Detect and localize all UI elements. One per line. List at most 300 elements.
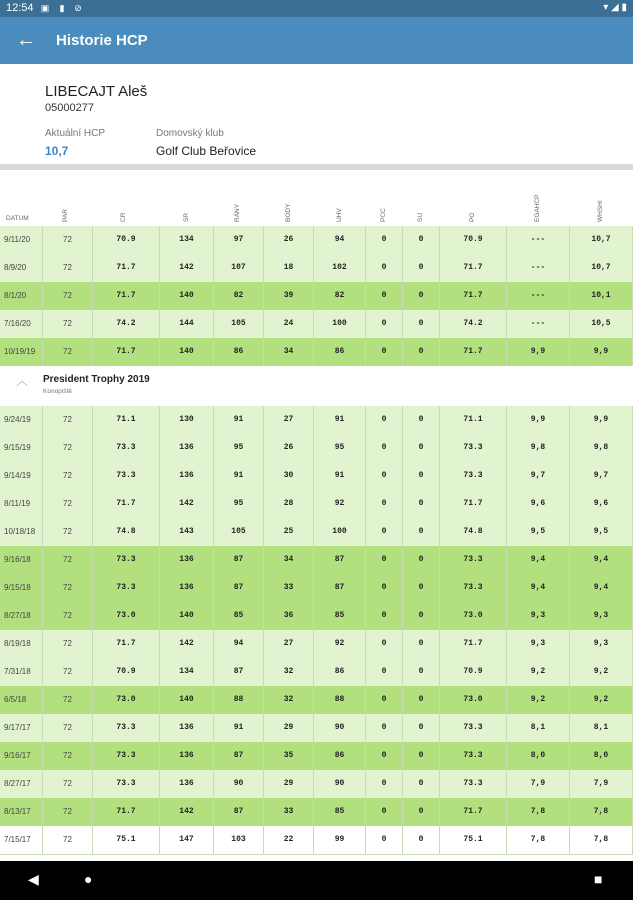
cell-body: 24 xyxy=(264,310,314,338)
cell-par: 72 xyxy=(43,490,93,518)
cell-po: 71.7 xyxy=(440,798,507,826)
table-row[interactable] xyxy=(0,714,633,743)
cell-pcc: 0 xyxy=(366,770,403,798)
cell-egahcp: 7,8 xyxy=(507,798,570,826)
cell-rany: 82 xyxy=(214,282,264,310)
table-row[interactable] xyxy=(0,826,633,855)
wifi-icon: ▾ xyxy=(603,2,609,13)
cell-su: 0 xyxy=(403,798,440,826)
cell-cr: 70.9 xyxy=(93,226,160,254)
cell-su: 0 xyxy=(403,490,440,518)
cell-whshi: 9,9 xyxy=(570,406,633,434)
cell-date: 9/14/19 xyxy=(0,462,43,490)
cell-po: 71.7 xyxy=(440,282,507,310)
cell-po: 73.0 xyxy=(440,686,507,714)
page-title: Historie HCP xyxy=(56,32,148,49)
cell-uhv: 85 xyxy=(314,602,366,630)
cell-egahcp: 9,3 xyxy=(507,630,570,658)
cell-pcc: 0 xyxy=(366,546,403,574)
cell-rany: 88 xyxy=(214,686,264,714)
cell-body: 28 xyxy=(264,490,314,518)
cell-su: 0 xyxy=(403,546,440,574)
cell-sr: 136 xyxy=(160,714,214,742)
cell-body: 32 xyxy=(264,658,314,686)
cell-body: 33 xyxy=(264,574,314,602)
cell-su: 0 xyxy=(403,338,440,366)
cell-pcc: 0 xyxy=(366,742,403,770)
current-hcp-value: 10,7 xyxy=(45,144,69,158)
cell-po: 73.3 xyxy=(440,574,507,602)
cell-pcc: 0 xyxy=(366,462,403,490)
cell-date: 10/18/18 xyxy=(0,518,43,546)
cell-po: 71.7 xyxy=(440,630,507,658)
cell-cr: 74.8 xyxy=(93,518,160,546)
arrow-left-icon[interactable]: ← xyxy=(16,29,36,51)
cell-whshi: 9,6 xyxy=(570,490,633,518)
cell-body: 25 xyxy=(264,518,314,546)
cell-pcc: 0 xyxy=(366,254,403,282)
cell-body: 36 xyxy=(264,602,314,630)
cell-pcc: 0 xyxy=(366,490,403,518)
cell-pcc: 0 xyxy=(366,282,403,310)
status-bar xyxy=(0,0,633,17)
cell-cr: 73.3 xyxy=(93,434,160,462)
cell-date: 7/15/17 xyxy=(0,826,43,854)
column-header-body: BODY xyxy=(285,203,292,222)
cell-cr: 73.3 xyxy=(93,770,160,798)
column-header-cr: CR xyxy=(120,212,127,222)
cell-date: 9/16/18 xyxy=(0,546,43,574)
cell-whshi: 10,5 xyxy=(570,310,633,338)
status-time: 12:54 xyxy=(6,2,34,14)
cell-sr: 142 xyxy=(160,490,214,518)
cell-cr: 71.7 xyxy=(93,630,160,658)
cell-cr: 73.0 xyxy=(93,686,160,714)
cell-body: 34 xyxy=(264,338,314,366)
cell-su: 0 xyxy=(403,518,440,546)
cell-sr: 136 xyxy=(160,434,214,462)
cell-whshi: 8,1 xyxy=(570,714,633,742)
cell-whshi: 7,8 xyxy=(570,826,633,854)
cell-pcc: 0 xyxy=(366,518,403,546)
cell-body: 26 xyxy=(264,226,314,254)
cell-uhv: 92 xyxy=(314,490,366,518)
table-header xyxy=(0,176,633,226)
cell-su: 0 xyxy=(403,574,440,602)
cell-sr: 140 xyxy=(160,686,214,714)
cell-egahcp: 8,0 xyxy=(507,742,570,770)
cell-cr: 71.7 xyxy=(93,490,160,518)
cell-su: 0 xyxy=(403,658,440,686)
cell-par: 72 xyxy=(43,770,93,798)
cell-rany: 91 xyxy=(214,406,264,434)
cell-uhv: 102 xyxy=(314,254,366,282)
cell-uhv: 87 xyxy=(314,574,366,602)
cell-whshi: 9,3 xyxy=(570,630,633,658)
table-row[interactable] xyxy=(0,338,633,367)
cell-body: 29 xyxy=(264,714,314,742)
cell-su: 0 xyxy=(403,770,440,798)
column-header-sr: SR xyxy=(183,212,190,222)
cell-po: 75.1 xyxy=(440,826,507,854)
cell-egahcp: --- xyxy=(507,226,570,254)
cell-whshi: 7,8 xyxy=(570,798,633,826)
cell-po: 71.7 xyxy=(440,254,507,282)
group-subtitle: Konopiště xyxy=(43,388,72,395)
cell-par: 72 xyxy=(43,282,93,310)
cell-rany: 91 xyxy=(214,714,264,742)
cell-body: 34 xyxy=(264,546,314,574)
cell-po: 70.9 xyxy=(440,658,507,686)
cell-date: 8/27/18 xyxy=(0,602,43,630)
cell-egahcp: 9,9 xyxy=(507,338,570,366)
cell-rany: 87 xyxy=(214,574,264,602)
system-nav-bar xyxy=(0,861,633,900)
cell-cr: 73.3 xyxy=(93,714,160,742)
cell-uhv: 86 xyxy=(314,742,366,770)
cell-egahcp: 9,6 xyxy=(507,490,570,518)
cell-egahcp: --- xyxy=(507,254,570,282)
cell-date: 8/19/18 xyxy=(0,630,43,658)
recents-square-icon[interactable]: ■ xyxy=(594,871,603,887)
cell-cr: 71.7 xyxy=(93,254,160,282)
cell-su: 0 xyxy=(403,714,440,742)
cell-cr: 73.0 xyxy=(93,602,160,630)
cell-sr: 140 xyxy=(160,602,214,630)
home-club-label: Domovský klub xyxy=(156,128,224,139)
cell-uhv: 91 xyxy=(314,462,366,490)
cell-uhv: 82 xyxy=(314,282,366,310)
table-row[interactable] xyxy=(0,546,633,575)
home-club-value: Golf Club Beřovice xyxy=(156,144,257,158)
table-row[interactable] xyxy=(0,658,633,687)
cell-par: 72 xyxy=(43,574,93,602)
cell-su: 0 xyxy=(403,254,440,282)
group-header[interactable] xyxy=(0,366,633,406)
cell-pcc: 0 xyxy=(366,338,403,366)
cell-pcc: 0 xyxy=(366,434,403,462)
cell-cr: 73.3 xyxy=(93,462,160,490)
cell-cr: 73.3 xyxy=(93,742,160,770)
cell-rany: 86 xyxy=(214,338,264,366)
column-header-su: SU xyxy=(417,212,424,222)
cell-par: 72 xyxy=(43,518,93,546)
cell-egahcp: 9,2 xyxy=(507,686,570,714)
table-row[interactable] xyxy=(0,462,633,491)
column-header-whshi: WHSHI xyxy=(597,200,604,222)
cell-par: 72 xyxy=(43,434,93,462)
cell-rany: 90 xyxy=(214,770,264,798)
cell-par: 72 xyxy=(43,798,93,826)
column-header-par: PAR xyxy=(62,209,69,222)
cell-po: 74.2 xyxy=(440,310,507,338)
status-right-icons xyxy=(603,2,627,13)
cell-egahcp: 9,9 xyxy=(507,406,570,434)
cell-su: 0 xyxy=(403,742,440,770)
cell-sr: 142 xyxy=(160,254,214,282)
table-row[interactable] xyxy=(0,434,633,463)
cell-egahcp: 7,9 xyxy=(507,770,570,798)
cell-date: 7/31/18 xyxy=(0,658,43,686)
cell-rany: 107 xyxy=(214,254,264,282)
cell-sr: 134 xyxy=(160,226,214,254)
cell-pcc: 0 xyxy=(366,574,403,602)
cell-rany: 91 xyxy=(214,462,264,490)
cell-rany: 94 xyxy=(214,630,264,658)
back-triangle-icon[interactable]: ◀ xyxy=(28,871,39,887)
notification-icon: ▣ xyxy=(40,3,50,13)
cell-rany: 85 xyxy=(214,602,264,630)
cell-egahcp: 9,5 xyxy=(507,518,570,546)
cell-uhv: 91 xyxy=(314,406,366,434)
cell-rany: 97 xyxy=(214,226,264,254)
table-row[interactable] xyxy=(0,602,633,631)
cell-pcc: 0 xyxy=(366,714,403,742)
cell-sr: 142 xyxy=(160,630,214,658)
cell-body: 29 xyxy=(264,770,314,798)
cell-po: 73.3 xyxy=(440,770,507,798)
cell-date: 8/9/20 xyxy=(0,254,43,282)
cell-pcc: 0 xyxy=(366,310,403,338)
cell-sr: 136 xyxy=(160,462,214,490)
cell-sr: 130 xyxy=(160,406,214,434)
cell-uhv: 90 xyxy=(314,714,366,742)
cell-date: 9/24/19 xyxy=(0,406,43,434)
cell-date: 9/11/20 xyxy=(0,226,43,254)
group-name: President Trophy 2019 xyxy=(43,374,150,385)
column-header-uhv: UHV xyxy=(336,208,343,222)
cell-sr: 136 xyxy=(160,546,214,574)
cell-pcc: 0 xyxy=(366,406,403,434)
cell-whshi: 9,4 xyxy=(570,574,633,602)
cell-su: 0 xyxy=(403,602,440,630)
column-header-egahcp: EGAHCP xyxy=(534,194,541,222)
cell-par: 72 xyxy=(43,602,93,630)
cell-body: 22 xyxy=(264,826,314,854)
column-header-rany: RÁNY xyxy=(234,203,241,222)
cell-date: 9/15/18 xyxy=(0,574,43,602)
cell-egahcp: 9,7 xyxy=(507,462,570,490)
cell-date: 6/5/18 xyxy=(0,686,43,714)
signal-icon: ◢ xyxy=(611,2,619,13)
cell-rany: 105 xyxy=(214,518,264,546)
cell-whshi: 7,9 xyxy=(570,770,633,798)
table-row[interactable] xyxy=(0,798,633,827)
cell-body: 30 xyxy=(264,462,314,490)
cell-whshi: 10,7 xyxy=(570,226,633,254)
cell-uhv: 87 xyxy=(314,546,366,574)
cell-whshi: 9,5 xyxy=(570,518,633,546)
cell-uhv: 99 xyxy=(314,826,366,854)
cell-pcc: 0 xyxy=(366,658,403,686)
cell-date: 7/16/20 xyxy=(0,310,43,338)
sim-icon: ▮ xyxy=(59,3,65,13)
cell-cr: 70.9 xyxy=(93,658,160,686)
cell-po: 73.3 xyxy=(440,546,507,574)
cell-uhv: 94 xyxy=(314,226,366,254)
cell-su: 0 xyxy=(403,462,440,490)
current-hcp-label: Aktuální HCP xyxy=(45,128,106,139)
cell-whshi: 10,7 xyxy=(570,254,633,282)
cell-whshi: 9,8 xyxy=(570,434,633,462)
cell-po: 73.3 xyxy=(440,742,507,770)
cell-whshi: 9,9 xyxy=(570,338,633,366)
cell-whshi: 9,7 xyxy=(570,462,633,490)
cell-pcc: 0 xyxy=(366,602,403,630)
table-row[interactable] xyxy=(0,310,633,339)
table-row[interactable] xyxy=(0,282,633,311)
cell-body: 33 xyxy=(264,798,314,826)
cell-po: 70.9 xyxy=(440,226,507,254)
column-header-pcc: PCC xyxy=(380,208,387,222)
cell-uhv: 100 xyxy=(314,518,366,546)
cell-date: 8/11/19 xyxy=(0,490,43,518)
cell-par: 72 xyxy=(43,742,93,770)
cell-par: 72 xyxy=(43,310,93,338)
cell-sr: 140 xyxy=(160,338,214,366)
cell-su: 0 xyxy=(403,826,440,854)
cell-pcc: 0 xyxy=(366,686,403,714)
cell-par: 72 xyxy=(43,686,93,714)
table-row[interactable] xyxy=(0,630,633,659)
cell-po: 74.8 xyxy=(440,518,507,546)
cell-cr: 75.1 xyxy=(93,826,160,854)
cell-par: 72 xyxy=(43,714,93,742)
player-id: 05000277 xyxy=(45,102,94,114)
cell-egahcp: 9,2 xyxy=(507,658,570,686)
cell-par: 72 xyxy=(43,630,93,658)
cell-rany: 95 xyxy=(214,490,264,518)
cell-sr: 140 xyxy=(160,282,214,310)
cell-egahcp: 9,4 xyxy=(507,546,570,574)
cell-body: 27 xyxy=(264,630,314,658)
cell-par: 72 xyxy=(43,406,93,434)
cell-sr: 142 xyxy=(160,798,214,826)
cell-cr: 71.1 xyxy=(93,406,160,434)
cell-sr: 136 xyxy=(160,770,214,798)
cell-body: 18 xyxy=(264,254,314,282)
cell-su: 0 xyxy=(403,282,440,310)
cell-po: 73.0 xyxy=(440,602,507,630)
table-row[interactable] xyxy=(0,226,633,255)
cell-su: 0 xyxy=(403,406,440,434)
home-circle-icon[interactable]: ● xyxy=(84,871,93,887)
cell-date: 9/17/17 xyxy=(0,714,43,742)
profile-card xyxy=(0,64,633,164)
cell-pcc: 0 xyxy=(366,798,403,826)
cell-body: 35 xyxy=(264,742,314,770)
cell-uhv: 92 xyxy=(314,630,366,658)
cell-rany: 87 xyxy=(214,798,264,826)
cell-cr: 74.2 xyxy=(93,310,160,338)
cell-body: 32 xyxy=(264,686,314,714)
table-row[interactable] xyxy=(0,742,633,771)
sync-icon: ⊘ xyxy=(74,3,82,13)
cell-cr: 73.3 xyxy=(93,574,160,602)
cell-pcc: 0 xyxy=(366,630,403,658)
cell-date: 10/19/19 xyxy=(0,338,43,366)
cell-date: 8/13/17 xyxy=(0,798,43,826)
cell-par: 72 xyxy=(43,226,93,254)
cell-egahcp: 8,1 xyxy=(507,714,570,742)
chevron-up-icon[interactable]: ︿ xyxy=(16,374,29,388)
cell-uhv: 100 xyxy=(314,310,366,338)
cell-par: 72 xyxy=(43,658,93,686)
cell-whshi: 8,0 xyxy=(570,742,633,770)
player-name: LIBECAJT Aleš xyxy=(45,83,148,100)
cell-par: 72 xyxy=(43,254,93,282)
cell-cr: 73.3 xyxy=(93,546,160,574)
cell-uhv: 85 xyxy=(314,798,366,826)
cell-date: 9/15/19 xyxy=(0,434,43,462)
table-row[interactable] xyxy=(0,686,633,715)
cell-par: 72 xyxy=(43,826,93,854)
cell-po: 71.7 xyxy=(440,338,507,366)
cell-par: 72 xyxy=(43,462,93,490)
cell-whshi: 9,2 xyxy=(570,686,633,714)
cell-body: 27 xyxy=(264,406,314,434)
cell-rany: 95 xyxy=(214,434,264,462)
cell-egahcp: 9,3 xyxy=(507,602,570,630)
cell-sr: 136 xyxy=(160,574,214,602)
cell-rany: 103 xyxy=(214,826,264,854)
cell-whshi: 9,2 xyxy=(570,658,633,686)
cell-whshi: 10,1 xyxy=(570,282,633,310)
cell-sr: 144 xyxy=(160,310,214,338)
cell-egahcp: 7,8 xyxy=(507,826,570,854)
cell-cr: 71.7 xyxy=(93,282,160,310)
column-header-datum: DATUM xyxy=(6,215,29,222)
cell-rany: 105 xyxy=(214,310,264,338)
cell-rany: 87 xyxy=(214,742,264,770)
table-row[interactable] xyxy=(0,254,633,283)
cell-egahcp: 9,8 xyxy=(507,434,570,462)
cell-sr: 136 xyxy=(160,742,214,770)
cell-whshi: 9,4 xyxy=(570,546,633,574)
table-row[interactable] xyxy=(0,574,633,603)
cell-date: 8/1/20 xyxy=(0,282,43,310)
cell-rany: 87 xyxy=(214,658,264,686)
cell-date: 8/27/17 xyxy=(0,770,43,798)
cell-su: 0 xyxy=(403,686,440,714)
table-row[interactable] xyxy=(0,770,633,799)
cell-sr: 134 xyxy=(160,658,214,686)
cell-rany: 87 xyxy=(214,546,264,574)
cell-par: 72 xyxy=(43,338,93,366)
cell-date: 9/16/17 xyxy=(0,742,43,770)
cell-sr: 143 xyxy=(160,518,214,546)
cell-uhv: 88 xyxy=(314,686,366,714)
table-row[interactable] xyxy=(0,490,633,519)
cell-uhv: 90 xyxy=(314,770,366,798)
cell-body: 39 xyxy=(264,282,314,310)
cell-po: 73.3 xyxy=(440,434,507,462)
table-row[interactable] xyxy=(0,518,633,547)
cell-uhv: 86 xyxy=(314,658,366,686)
cell-po: 73.3 xyxy=(440,714,507,742)
cell-su: 0 xyxy=(403,310,440,338)
cell-uhv: 86 xyxy=(314,338,366,366)
cell-cr: 71.7 xyxy=(93,798,160,826)
cell-su: 0 xyxy=(403,630,440,658)
cell-pcc: 0 xyxy=(366,826,403,854)
app-bar xyxy=(0,17,633,64)
cell-body: 26 xyxy=(264,434,314,462)
table-row[interactable] xyxy=(0,406,633,435)
cell-egahcp: --- xyxy=(507,282,570,310)
cell-po: 71.1 xyxy=(440,406,507,434)
cell-pcc: 0 xyxy=(366,226,403,254)
